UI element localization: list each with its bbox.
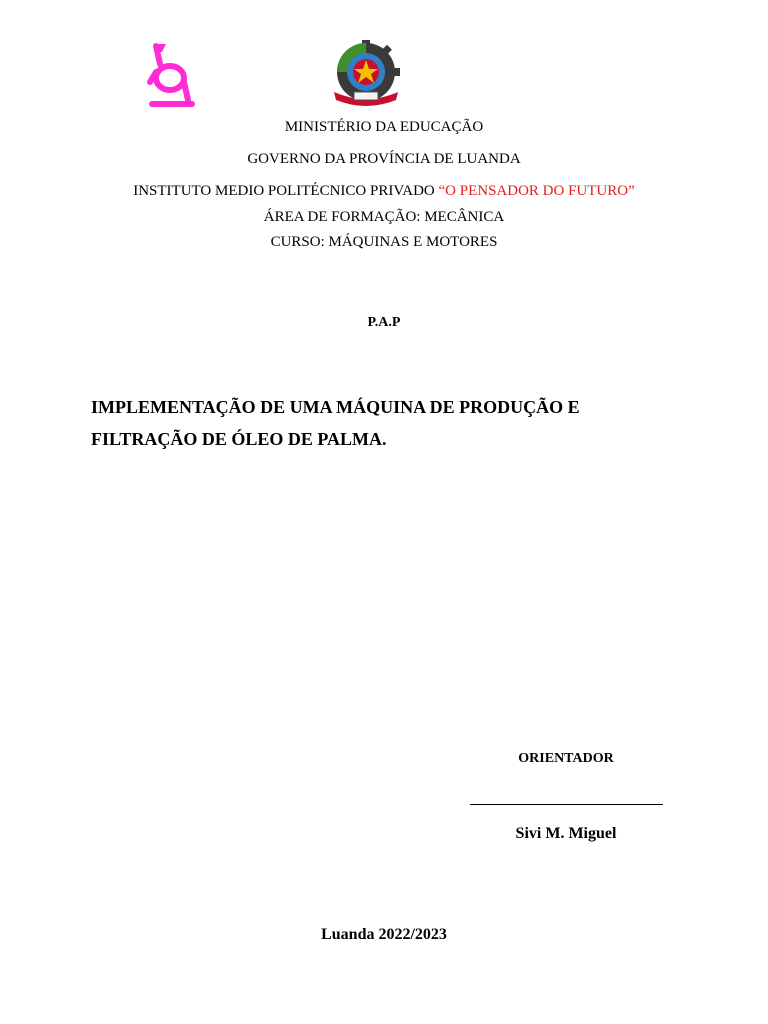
microscope-logo-icon	[144, 42, 198, 112]
institute-prefix: INSTITUTO MEDIO POLITÉCNICO PRIVADO	[133, 183, 435, 199]
place-year: Luanda 2022/2023	[321, 926, 447, 943]
institute-line	[0, 182, 768, 200]
advisor-name: Sivi M. Miguel	[515, 825, 617, 842]
signature-line	[470, 804, 663, 805]
title-line-2: FILTRAÇÃO DE ÓLEO DE PALMA.	[91, 429, 387, 449]
ministry-line: MINISTÉRIO DA EDUCAÇÃO	[284, 119, 484, 135]
area-line: ÁREA DE FORMAÇÃO: MECÂNICA	[263, 209, 505, 225]
advisor-label: ORIENTADOR	[518, 751, 614, 766]
government-line: GOVERNO DA PROVÍNCIA DE LUANDA	[247, 151, 521, 167]
angola-coat-of-arms-icon	[326, 40, 406, 110]
title-line-1: IMPLEMENTAÇÃO DE UMA MÁQUINA DE PRODUÇÃO E	[91, 397, 580, 417]
course-line: CURSO: MÁQUINAS E MOTORES	[270, 234, 498, 250]
institute-name: “O PENSADOR DO FUTURO”	[438, 183, 635, 199]
doc-type: P.A.P	[367, 315, 401, 330]
